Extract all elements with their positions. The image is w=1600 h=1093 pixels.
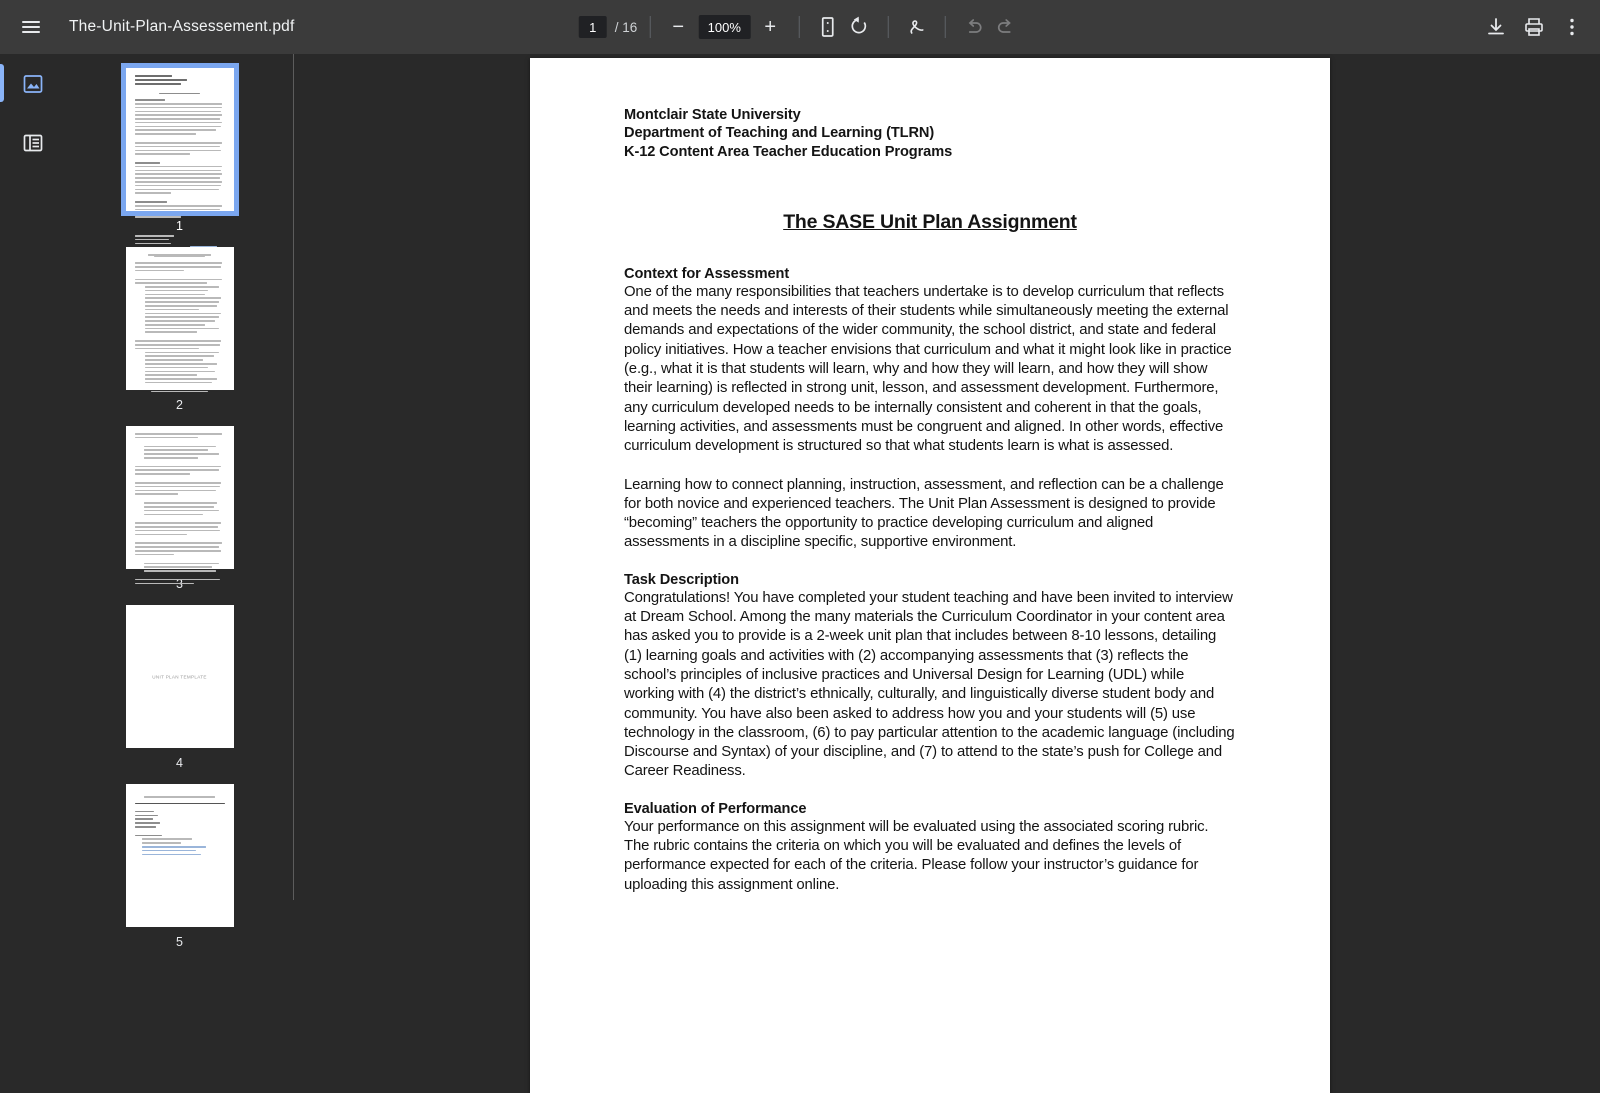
panel-separator <box>293 54 294 900</box>
thumbnail-page-2[interactable] <box>126 247 234 412</box>
header-line-2: Department of Teaching and Learning (TLRN) <box>624 125 935 142</box>
thumbnail-image <box>126 426 234 569</box>
header-line-1: Montclair State University <box>624 107 801 123</box>
section-heading-context: Context for Assessment <box>624 265 790 282</box>
thumbnail-label: 5 <box>176 935 183 949</box>
redo-icon <box>993 15 1017 39</box>
toolbar-center-controls <box>579 0 1022 54</box>
thumbnail-center-text: UNIT PLAN TEMPLATE <box>152 674 207 679</box>
redo-button[interactable] <box>989 11 1021 43</box>
pdf-page-1 <box>530 58 1330 1093</box>
menu-button[interactable] <box>11 7 51 47</box>
thumbnail-image-icon <box>21 72 45 96</box>
print-button[interactable] <box>1518 11 1550 43</box>
header-line-3: K-12 Content Area Teacher Education Programs <box>624 143 953 160</box>
download-icon <box>1484 15 1508 39</box>
thumbnail-label: 1 <box>176 219 183 233</box>
thumbnail-list <box>66 54 293 963</box>
toolbar-divider <box>887 16 888 38</box>
page-content <box>530 58 1330 895</box>
thumbnail-image <box>126 784 234 927</box>
sidebar-item-thumbnails[interactable] <box>0 56 66 112</box>
page-total-label: / 16 <box>614 19 638 35</box>
section-paragraph: One of the many responsibilities that teachers undertake is to develop curriculum that reflects and meets the needs and interests of their students while simultaneously meeting the external demands and expectations of the wider community, the school district, and state and federal policy initiatives. How a teacher envisions that curriculum and what it might look like in practice (e.g., what it is that students will learn, why and how they will learn, and how they will show their learning) is reflected in strong unit, lesson, and assessment development. Furthermore, any curriculum developed needs to be internally consistent and coherent in that the goals, learning activities, and assessments must be congruent and aligned. In other words, effective curriculum development is structured so that what students learn is what is assessed. <box>624 283 1232 455</box>
rotate-button[interactable] <box>843 11 875 43</box>
thumbnail-label: 2 <box>176 398 183 412</box>
thumbnail-page-5[interactable] <box>126 784 234 949</box>
document-title: The-Unit-Plan-Assessement.pdf <box>69 18 295 35</box>
toolbar-right-controls <box>1480 11 1588 43</box>
sidebar-rail <box>0 54 66 900</box>
section-paragraph: Your performance on this assignment will be evaluated using the associated scoring rubric. The rubric contains the criteria on which you will be evaluated and defines the levels of performance expected for each of the criteria. Please follow your instructor’s guidance for uploading this assignment online. <box>624 818 1209 893</box>
document-outline-icon <box>21 131 45 155</box>
thumbnail-image <box>126 68 234 211</box>
thumbnail-page-3[interactable] <box>126 426 234 591</box>
minus-icon: − <box>672 16 685 38</box>
annotate-button[interactable] <box>900 11 932 43</box>
toolbar-divider <box>798 16 799 38</box>
zoom-level-input[interactable] <box>698 15 750 39</box>
undo-icon <box>961 15 985 39</box>
thumbnail-page-4[interactable] <box>126 605 234 770</box>
thumbnail-image <box>126 247 234 390</box>
hamburger-menu-icon <box>22 18 40 36</box>
fit-page-button[interactable] <box>811 11 843 43</box>
page-indicator <box>579 16 638 38</box>
sidebar-item-outline[interactable] <box>0 115 66 171</box>
download-button[interactable] <box>1480 11 1512 43</box>
section-heading-evaluation: Evaluation of Performance <box>624 800 807 817</box>
thumbnail-label: 4 <box>176 756 183 770</box>
toolbar-divider <box>649 16 650 38</box>
more-vertical-icon <box>1560 15 1584 39</box>
zoom-in-button[interactable] <box>754 11 786 43</box>
page-number-input[interactable] <box>579 16 607 38</box>
pdf-toolbar <box>0 0 1600 54</box>
active-indicator <box>0 64 4 102</box>
toolbar-divider <box>944 16 945 38</box>
print-icon <box>1522 15 1546 39</box>
section-paragraph: Learning how to connect planning, instruction, assessment, and reflection can be a challenge for both novice and experienced teachers. The Unit Plan Assessment is designed to provide “becoming” teachers the opportunity to practice developing curriculum and aligned assessments in a discipline specific, supportive environment. <box>624 476 1224 551</box>
assignment-title: The SASE Unit Plan Assignment <box>783 210 1077 233</box>
section-heading-task: Task Description <box>624 571 739 588</box>
thumbnail-page-1[interactable] <box>126 68 234 233</box>
zoom-out-button[interactable] <box>662 11 694 43</box>
plus-icon: + <box>764 16 777 38</box>
thumbnail-panel[interactable] <box>66 54 293 949</box>
fit-to-page-icon <box>815 15 839 39</box>
section-paragraph: Congratulations! You have completed your student teaching and have been invited to interview at Dream School. Among the many materials the Curriculum Coordinator in your content area has asked you to provide is a 2-week unit plan that includes between 8-10 lessons, detailing (1) learning goals and activities with (2) accompanying assessments that (3) reflects the school’s principles of inclusive practices and Universal Design for Learning (UDL) while working with (4) the district’s ethnically, culturally, and linguistically diverse student body and community. You have also been asked to address how you and your students will (5) use technology in the classroom, (6) to pay particular attention to the academic language (including Discourse and Syntax) of your discipline, and (7) to attend to the state’s push for College and Career Readiness. <box>624 589 1235 780</box>
undo-button[interactable] <box>957 11 989 43</box>
more-options-button[interactable] <box>1556 11 1588 43</box>
thumbnail-image <box>126 605 234 748</box>
pdf-viewer[interactable] <box>294 54 1600 900</box>
rotate-icon <box>847 15 871 39</box>
ink-annotate-icon <box>904 15 928 39</box>
